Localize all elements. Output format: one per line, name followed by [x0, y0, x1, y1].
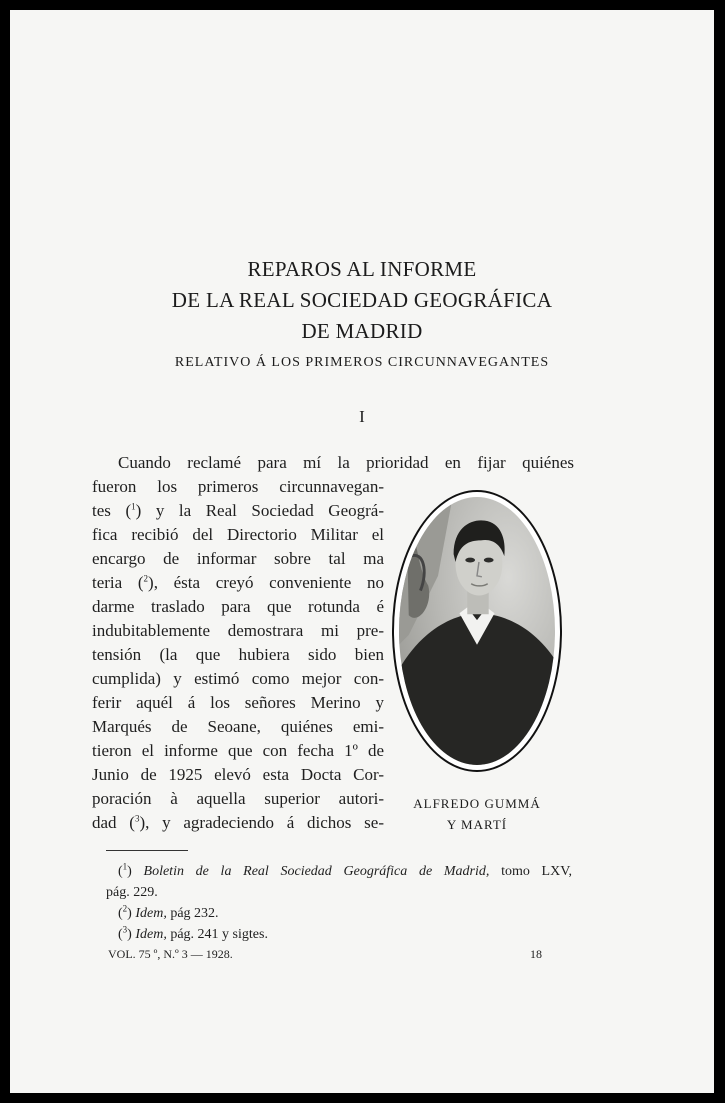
footnote-1-continuation: pág. 229.	[106, 885, 158, 900]
footnote-divider	[106, 850, 188, 851]
footnote-1: ($^1$) Boletin de la Real Sociedad Geográfica de Madrid, tomo LXV,	[118, 861, 573, 879]
portrait-caption-line-1: ALFREDO GUMMÁ	[413, 796, 541, 811]
body-line-16: dad ($^3$), y agradeciendo á dichos se-	[92, 813, 384, 832]
footnote-2: ($^2$) Idem, pág 232.	[118, 903, 219, 921]
body-line-7: darme traslado para que rotunda é	[92, 597, 384, 616]
portrait-illustration	[399, 497, 555, 765]
page-number: 18	[530, 947, 542, 961]
body-line-12: Marqués de Seoane, quiénes emi-	[92, 717, 384, 736]
portrait-photo	[399, 497, 555, 765]
body-line-8: indubitablemente demostrara mi pre-	[92, 621, 384, 640]
body-line-3: tes ($^1$) y la Real Sociedad Geográ-	[92, 501, 384, 520]
document-page	[10, 10, 714, 1093]
body-line-4: fica recibió del Directorio Militar el	[92, 525, 384, 544]
body-line-14: Junio de 1925 elevó esta Docta Cor-	[92, 765, 384, 784]
body-line-2: fueron los primeros circunnavegan-	[92, 477, 384, 496]
title-line-2: DE LA REAL SOCIEDAD GEOGRÁFICA	[171, 288, 553, 312]
section-number: I	[359, 407, 365, 426]
body-line-10: cumplida) y estimó como mejor con-	[92, 669, 384, 688]
portrait-caption-line-2: Y MARTÍ	[446, 817, 508, 832]
portrait-frame	[392, 490, 562, 772]
subtitle: RELATIVO Á LOS PRIMEROS CIRCUNNAVEGANTES	[174, 355, 550, 370]
body-line-15: poración à aquella superior autori-	[92, 789, 384, 808]
body-line-6: teria ($^2$), ésta creyó conveniente no	[92, 573, 384, 592]
body-line-11: ferir aquél á los señores Merino y	[92, 693, 384, 712]
body-line-9: tensión (la que hubiera sido bien	[92, 645, 384, 664]
volume-info: VOL. 75 º, N.º 3 — 1928.	[108, 947, 233, 961]
body-line-1: Cuando reclamé para mí la prioridad en fijar quiénes	[118, 453, 574, 472]
body-line-13: tieron el informe que con fecha 1º de	[92, 741, 384, 760]
footnote-3: ($^3$) Idem, pág. 241 y sigtes.	[118, 924, 268, 942]
body-line-5: encargo de informar sobre tal ma	[92, 549, 384, 568]
title-line-1: REPAROS AL INFORME	[247, 257, 477, 281]
title-line-3: DE MADRID	[301, 319, 423, 343]
